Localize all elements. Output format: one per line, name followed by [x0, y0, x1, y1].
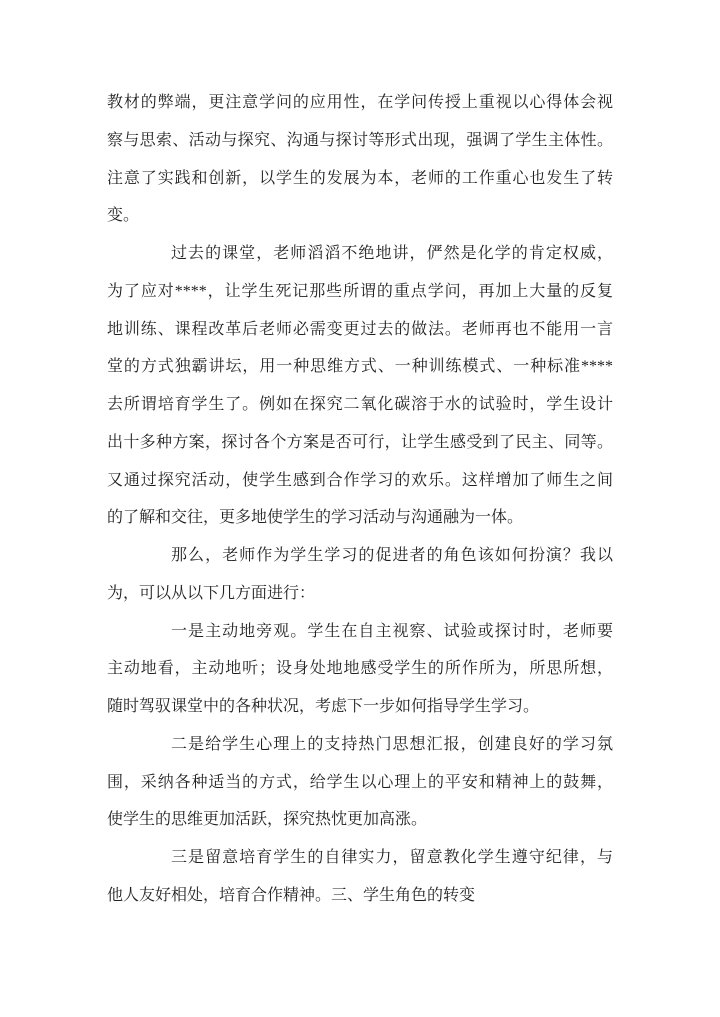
text-line: 的了解和交往，更多地使学生的学习活动与沟通融为一体。 — [107, 509, 524, 527]
text-line: 一是主动地旁观。学生在自主视察、试验或探讨时，老师要 — [171, 622, 613, 640]
text-line: 三是留意培育学生的自律实力，留意教化学生遵守纪律，与 — [171, 849, 613, 866]
text-line: 变。 — [107, 207, 140, 225]
text-line: 出十多种方案，探讨各个方案是否可行，让学生感受到了民主、同等。 — [107, 433, 613, 451]
text-line: 堂的方式独霸讲坛，用一种思维方式、一种训练模式、一种标准**** — [107, 358, 613, 376]
page-content — [107, 84, 613, 915]
text-line: 去所谓培育学生了。例如在探究二氧化碳溶于水的试验时，学生设计 — [107, 396, 613, 413]
text-line: 主动地看，主动地听；设身处地地感受学生的所作所为，所思所想， — [107, 660, 613, 678]
text-line: 地训练、课程改革后老师必需变更过去的做法。老师再也不能用一言 — [107, 320, 613, 338]
paragraph — [107, 84, 613, 235]
text-line: 过去的课堂，老师滔滔不绝地讲，俨然是化学的肯定权威， — [171, 245, 613, 262]
text-line: 教材的弊端，更注意学问的应用性，在学问传授上重视以心得体会视 — [107, 94, 613, 111]
paragraph — [107, 839, 613, 915]
text-line: 又通过探究活动，使学生感到合作学习的欢乐。这样增加了师生之间 — [107, 471, 613, 489]
text-line: 二是给学生心理上的支持热门思想汇报，创建良好的学习氛 — [171, 735, 613, 753]
text-line: 察与思索、活动与探究、沟通与探讨等形式出现，强调了学生主体性。 — [107, 131, 613, 149]
text-line: 使学生的思维更加活跃，探究热忱更加高涨。 — [107, 811, 428, 829]
text-line: 他人友好相处，培育合作精神。三、学生角色的转变 — [107, 886, 476, 904]
text-line: 围，采纳各种适当的方式，给学生以心理上的平安和精神上的鼓舞， — [107, 773, 613, 791]
paragraph — [107, 537, 613, 613]
paragraph — [107, 235, 613, 537]
text-line: 为了应对****，让学生死记那些所谓的重点学问，再加上大量的反复 — [107, 282, 613, 300]
text-line: 注意了实践和创新，以学生的发展为本，老师的工作重心也发生了转 — [107, 169, 613, 187]
text-line: 那么，老师作为学生学习的促进者的角色该如何扮演？我以 — [171, 547, 613, 564]
paragraph — [107, 613, 613, 726]
text-line: 为，可以从以下几方面进行： — [107, 584, 316, 602]
paragraph — [107, 726, 613, 839]
text-line: 随时驾驭课堂中的各种状况，考虑下一步如何指导学生学习。 — [107, 698, 540, 715]
